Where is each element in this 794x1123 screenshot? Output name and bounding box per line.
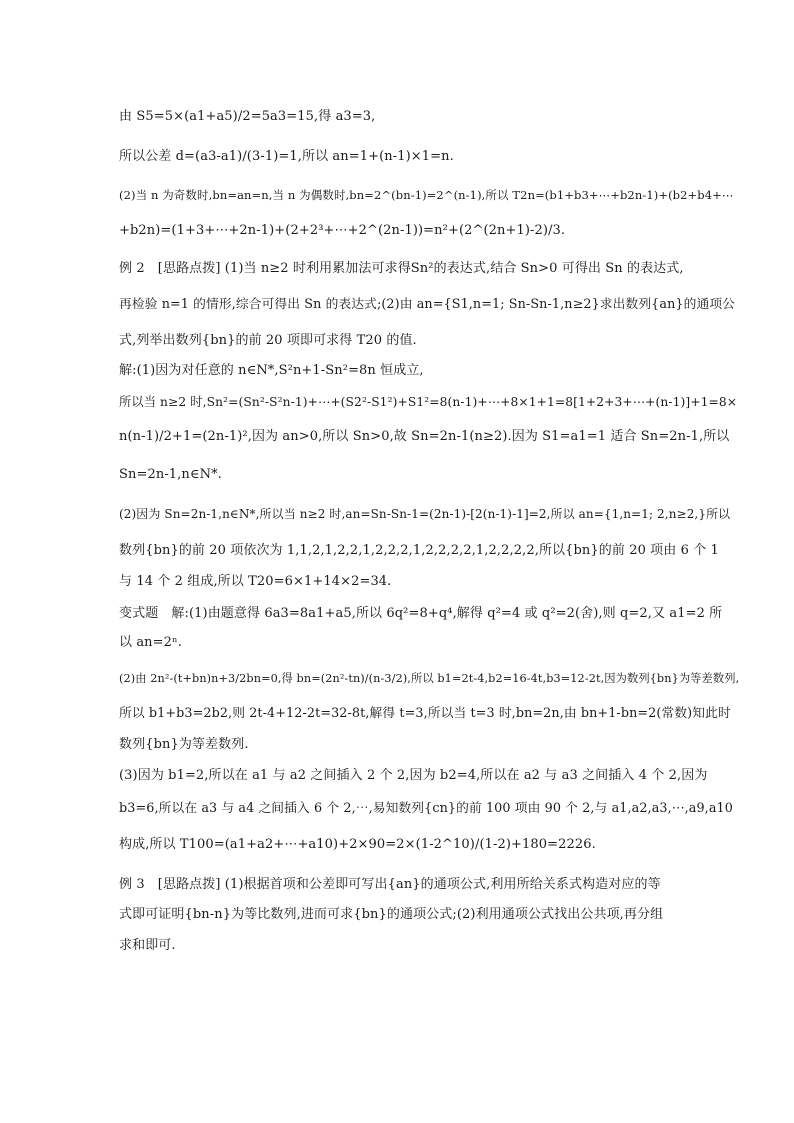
text-line: (3)因为 b1=2,所以在 a1 与 a2 之间插入 2 个 2,因为 b2=4,所以在 a2 与 a3 之间插入 4 个 2,因为 [119,768,708,783]
text-line: n(n-1)/2+1=(2n-1)²,因为 an>0,所以 Sn>0,故 Sn=2n-1(n≥2).因为 S1=a1=1 适合 Sn=2n-1,所以 [119,429,730,444]
text-line: 式即可证明{bn-n}为等比数列,进而可求{bn}的通项公式;(2)利用通项公式找出公共项,再分组 [119,907,664,922]
text-line: b3=6,所以在 a3 与 a4 之间插入 6 个 2,⋯,易知数列{cn}的前 100 项由 90 个 2,与 a1,a2,a3,⋯,a9,a10 [119,801,733,816]
text-line: (2)当 n 为奇数时,bn=an=n,当 n 为偶数时,bn=2^(bn-1)=2^(n-1),所以 T2n=(b1+b3+⋯+b2n-1)+(b2+b4+⋯ [119,188,734,202]
text-line: 数列{bn}的前 20 项依次为 1,1,2,1,2,2,1,2,2,2,1,2,2,2,2,1,2,2,2,2,所以{bn}的前 20 项由 6 个 1 [119,543,719,558]
text-line: 再检验 n=1 的情形,综合可得出 Sn 的表达式;(2)由 an={S1,n=1; Sn-Sn-1,n≥2}求出数列{an}的通项公 [119,297,736,312]
text-line: 与 14 个 2 组成,所以 T20=6×1+14×2=34. [119,574,392,589]
text-line: 求和即可. [119,938,176,953]
text-line: (2)因为 Sn=2n-1,n∈N*,所以当 n≥2 时,an=Sn-Sn-1=(2n-1)-[2(n-1)-1]=2,所以 an={1,n=1; 2,n≥2,}所以 [119,507,731,521]
text-line: 变式题 解:(1)由题意得 6a3=8a1+a5,所以 6q²=8+q⁴,解得 q²=4 或 q²=2(舍),则 q=2,又 a1=2 所 [119,606,723,621]
text-line: 由 S5=5×(a1+a5)/2=5a3=15,得 a3=3, [119,109,376,124]
text-line: +b2n)=(1+3+⋯+2n-1)+(2+2³+⋯+2^(2n-1))=n²+(2^(2n+1)-2)/3. [119,223,566,238]
text-line: 例 2 [思路点拨] (1)当 n≥2 时利用累加法可求得Sn²的表达式,结合 Sn>0 可得出 Sn 的表达式, [119,261,684,276]
text-line: Sn=2n-1,n∈N*. [119,467,222,482]
text-line: (2)由 2n²-(t+bn)n+3/2bn=0,得 bn=(2n²-tn)/(n-3/2),所以 b1=2t-4,b2=16-4t,b3=12-2t,因为数列{bn}为等差数列, [119,672,740,685]
text-line: 构成,所以 T100=(a1+a2+⋯+a10)+2×90=2×(1-2^10)/(1-2)+180=2226. [119,837,596,852]
text-line: 式,列举出数列{bn}的前 20 项即可求得 T20 的值. [119,333,417,348]
text-line: 解:(1)因为对任意的 n∈N*,S²n+1-Sn²=8n 恒成立, [119,363,424,378]
text-line: 数列{bn}为等差数列. [119,737,249,752]
text-line: 所以当 n≥2 时,Sn²=(Sn²-S²n-1)+⋯+(S2²-S1²)+S1²=8(n-1)+⋯+8×1+1=8[1+2+3+⋯+(n-1)]+1=8× [119,395,738,409]
text-line: 所以公差 d=(a3-a1)/(3-1)=1,所以 an=1+(n-1)×1=n. [119,149,454,164]
text-line: 例 3 [思路点拨] (1)根据首项和公差即可写出{an}的通项公式,利用所给关系式构造对应的等 [119,877,661,892]
text-line: 所以 b1+b3=2b2,则 2t-4+12-2t=32-8t,解得 t=3,所以当 t=3 时,bn=2n,由 bn+1-bn=2(常数)知此时 [119,706,731,721]
text-line: 以 an=2ⁿ. [119,635,182,650]
